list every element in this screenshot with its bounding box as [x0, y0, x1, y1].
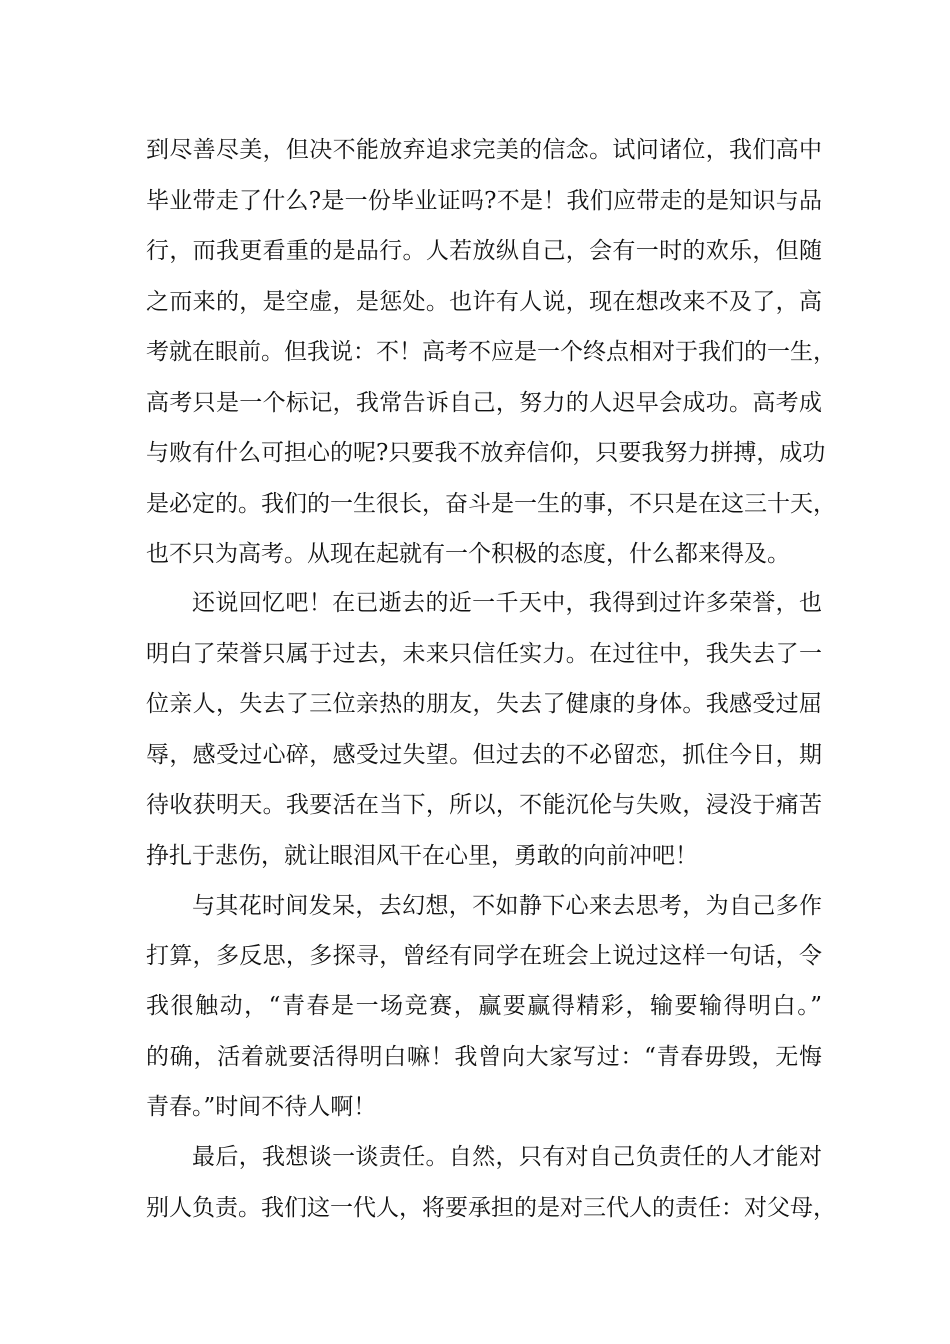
text-line: 我很触动，“青春是一场竞赛，赢要赢得精彩，输要输得明白。”	[146, 993, 822, 1019]
text-line: 打算，多反思，多探寻，曾经有同学在班会上说过这样一句话，令	[146, 943, 822, 969]
text-line: 到尽善尽美，但决不能放弃追求完美的信念。试问诸位，我们高中	[146, 137, 822, 163]
text-line: 别人负责。我们这一代人，将要承担的是对三代人的责任：对父母，	[146, 1195, 836, 1221]
text-line: 考就在眼前。但我说：不！高考不应是一个终点相对于我们的一生，	[146, 339, 836, 365]
text-line: 与败有什么可担心的呢?只要我不放弃信仰，只要我努力拼搏，成功	[146, 440, 826, 466]
text-line: 也不只为高考。从现在起就有一个积极的态度，什么都来得及。	[146, 541, 790, 567]
text-line: 高考只是一个标记，我常告诉自己，努力的人迟早会成功。高考成	[146, 390, 822, 416]
text-line: 还说回忆吧！在已逝去的近一千天中，我得到过许多荣誉，也	[192, 590, 822, 616]
text-line: 的确，活着就要活得明白嘛！我曾向大家写过：“青春毋毁，无悔	[146, 1044, 822, 1070]
text-line: 待收获明天。我要活在当下，所以，不能沉伦与失败，浸没于痛苦	[146, 792, 822, 818]
text-line: 是必定的。我们的一生很长，奋斗是一生的事，不只是在这三十天，	[146, 491, 836, 517]
text-line: 毕业带走了什么?是一份毕业证吗?不是！我们应带走的是知识与品	[146, 188, 822, 214]
text-line: 与其花时间发呆，去幻想，不如静下心来去思考，为自己多作	[192, 893, 822, 919]
text-line: 挣扎于悲伤，就让眼泪风干在心里，勇敢的向前冲吧！	[146, 843, 698, 869]
text-line: 位亲人，失去了三位亲热的朋友，失去了健康的身体。我感受过屈	[146, 691, 822, 717]
text-line: 青春。”时间不待人啊！	[146, 1094, 377, 1120]
text-line: 明白了荣誉只属于过去，未来只信任实力。在过往中，我失去了一	[146, 641, 822, 667]
text-line: 辱，感受过心碎，感受过失望。但过去的不必留恋，抓住今日，期	[146, 742, 822, 768]
text-line: 行，而我更看重的是品行。人若放纵自己，会有一时的欢乐，但随	[146, 238, 822, 264]
text-line: 最后，我想谈一谈责任。自然，只有对自己负责任的人才能对	[192, 1144, 822, 1170]
text-line: 之而来的，是空虚，是惩处。也许有人说，现在想改来不及了，高	[146, 289, 822, 315]
